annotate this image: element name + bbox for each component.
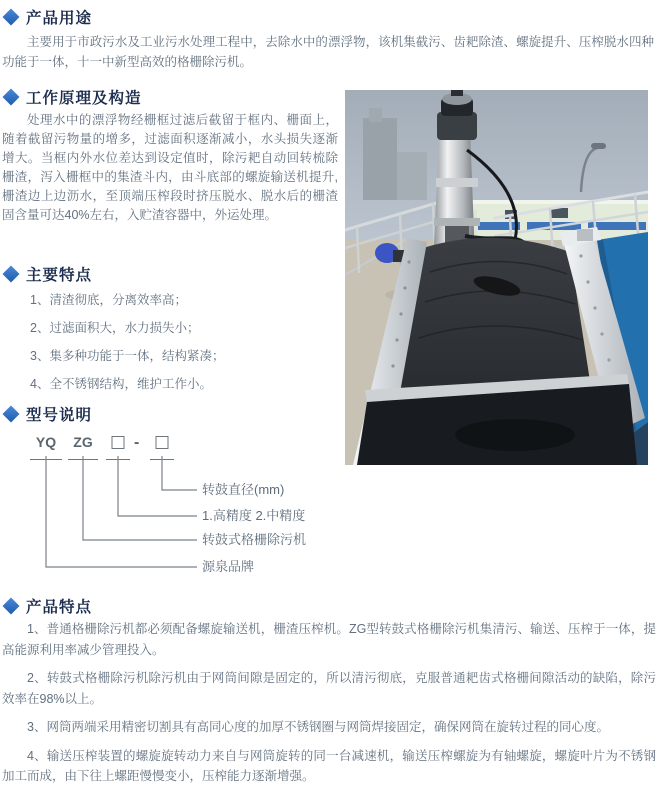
product-feature-paragraph: 4、输送压榨装置的螺旋旋转动力来自与网筒旋转的同一台减速机，输送压榨螺旋为有轴螺旋，螺旋叶片为不锈钢加工而成，由下往上螺距慢慢变小，压榨能力逐渐增强。 xyxy=(2,748,656,783)
feature-item: 4、全不锈钢结构，维护工作小。 xyxy=(30,377,212,391)
usage-paragraph: 主要用于市政污水及工业污水处理工程中，去除水中的漂浮物，该机集截污、齿耙除渣、螺旋提升、压榨脱水四种功能于一体，十一中新型高效的格栅除污机。 xyxy=(2,35,654,69)
section-header-product-features xyxy=(5,595,92,617)
placeholder-box-icon xyxy=(112,436,125,449)
diamond-bullet-icon xyxy=(3,266,20,283)
diamond-bullet-icon xyxy=(3,89,20,106)
equipment-photo xyxy=(345,90,648,465)
section-title-product-features: 产品特点 xyxy=(26,599,93,616)
product-feature-paragraph: 3、网筒两端采用精密切割具有高同心度的加厚不锈钢圈与网筒焊接固定，确保网筒在旋转过程的同心度。 xyxy=(27,720,609,734)
equipment-photo-illustration xyxy=(345,90,648,465)
model-label-brand: 源泉品牌 xyxy=(202,559,255,574)
model-label-machine-type: 转鼓式格栅除污机 xyxy=(202,532,307,547)
product-features-paragraphs xyxy=(2,619,656,795)
product-feature-paragraph: 2、转鼓式格栅除污机除污机由于网筒间隙是固定的，所以清污彻底，克服普通耙齿式格栅间隙活动的缺陷，除污效率在98%以上。 xyxy=(2,671,656,706)
diamond-bullet-icon xyxy=(3,598,20,615)
model-code-brand: YQ xyxy=(30,434,62,460)
principle-paragraph: 处理水中的漂浮物经栅框过滤后截留于框内、栅面上，随着截留污物量的增多，过滤面积逐渐减小，水头损失逐渐增大。当框内外水位差达到设定值时，除污耙自动回转梳除栅渣，泻入栅框中的集渣斗内，由斗底部的螺旋输送机提升,栅渣边上边沥水，至顶端压榨段时挤压脱水、脱水后的栅渣固含量可达40%左右，入贮渣容器中，外运处理。 xyxy=(2,113,338,222)
diamond-bullet-icon xyxy=(3,9,20,26)
section-title-model: 型号说明 xyxy=(26,407,93,424)
section-header-principle xyxy=(5,86,142,108)
section-header-features xyxy=(5,263,92,285)
model-label-precision: 1.高精度 2.中精度 xyxy=(202,508,306,523)
section-title-principle: 工作原理及构造 xyxy=(26,90,142,107)
feature-item: 3、集多种功能于一体，结构紧凑； xyxy=(30,349,225,363)
section-header-model xyxy=(5,403,92,425)
feature-item: 2、过滤面积大，水力损失小； xyxy=(30,321,200,335)
section-title-usage: 产品用途 xyxy=(26,10,93,27)
feature-list xyxy=(30,291,330,403)
model-label-drum-diameter: 转鼓直径(mm) xyxy=(202,482,285,497)
section-title-features: 主要特点 xyxy=(26,267,93,284)
model-code-separator: - xyxy=(134,434,140,451)
diamond-bullet-icon xyxy=(3,406,20,423)
model-code-type: ZG xyxy=(68,434,98,460)
section-header-usage xyxy=(5,6,92,28)
placeholder-box-icon xyxy=(156,436,169,449)
feature-item: 1、清渣彻底，分离效率高； xyxy=(30,293,187,307)
product-feature-paragraph: 1、普通格栅除污机都必须配备螺旋输送机，栅渣压榨机。ZG型转鼓式格栅除污机集清污、输送、压榨于一体，提高能源利用率减少管理投入。 xyxy=(2,622,656,657)
